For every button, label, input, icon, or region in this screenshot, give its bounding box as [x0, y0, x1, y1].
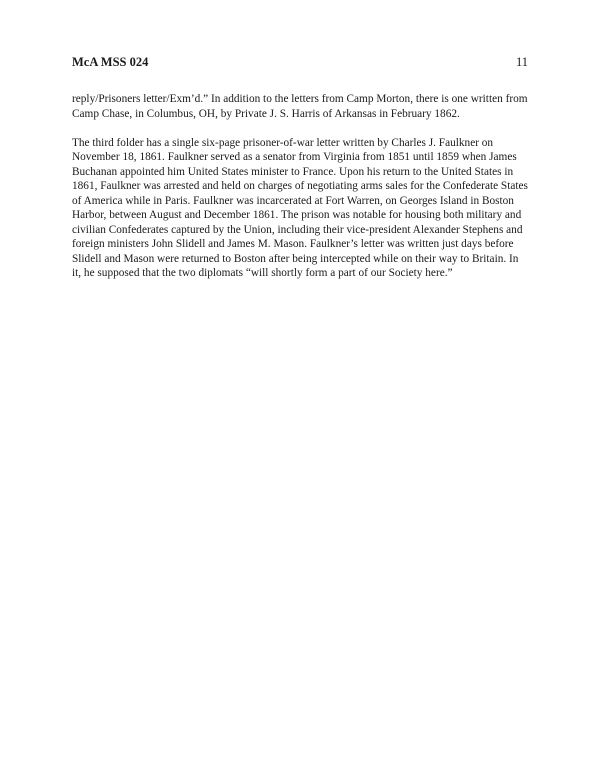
page-header [72, 55, 528, 71]
paragraph-continuation: reply/Prisoners letter/Exm’d.” In addition to the letters from Camp Morton, there is one written from Camp Chase, in Columbus, OH, by Private J. S. Harris of Arkansas in February 1862. [72, 93, 528, 120]
document-body [72, 92, 530, 295]
collection-id: McA MSS 024 [72, 55, 149, 69]
paragraph-third-folder: The third folder has a single six-page prisoner-of-war letter written by Charles J. Faulkner on November 18, 1861. Faulkner served as a senator from Virginia from 1851 until 1859 when James Buchanan appointed him United States minister to France. Upon his return to the United States in 1861, Faulkner was arrested and held on charges of negotiating arms sales for the Confederate States of America while in Paris. Faulkner was incarcerated at Fort Warren, on Georges Island in Boston Harbor, between August and December 1861. The prison was notable for housing both military and civilian Confederates captured by the Union, including their vice-president Alexander Stephens and foreign ministers John Slidell and James M. Mason. Faulkner’s letter was written just days before Slidell and Mason were returned to Boston after being intercepted while on their way to Britain. In it, he supposed that the two diplomats “will shortly form a part of our Society here.” [72, 136, 528, 279]
page-number: 11 [515, 55, 528, 69]
